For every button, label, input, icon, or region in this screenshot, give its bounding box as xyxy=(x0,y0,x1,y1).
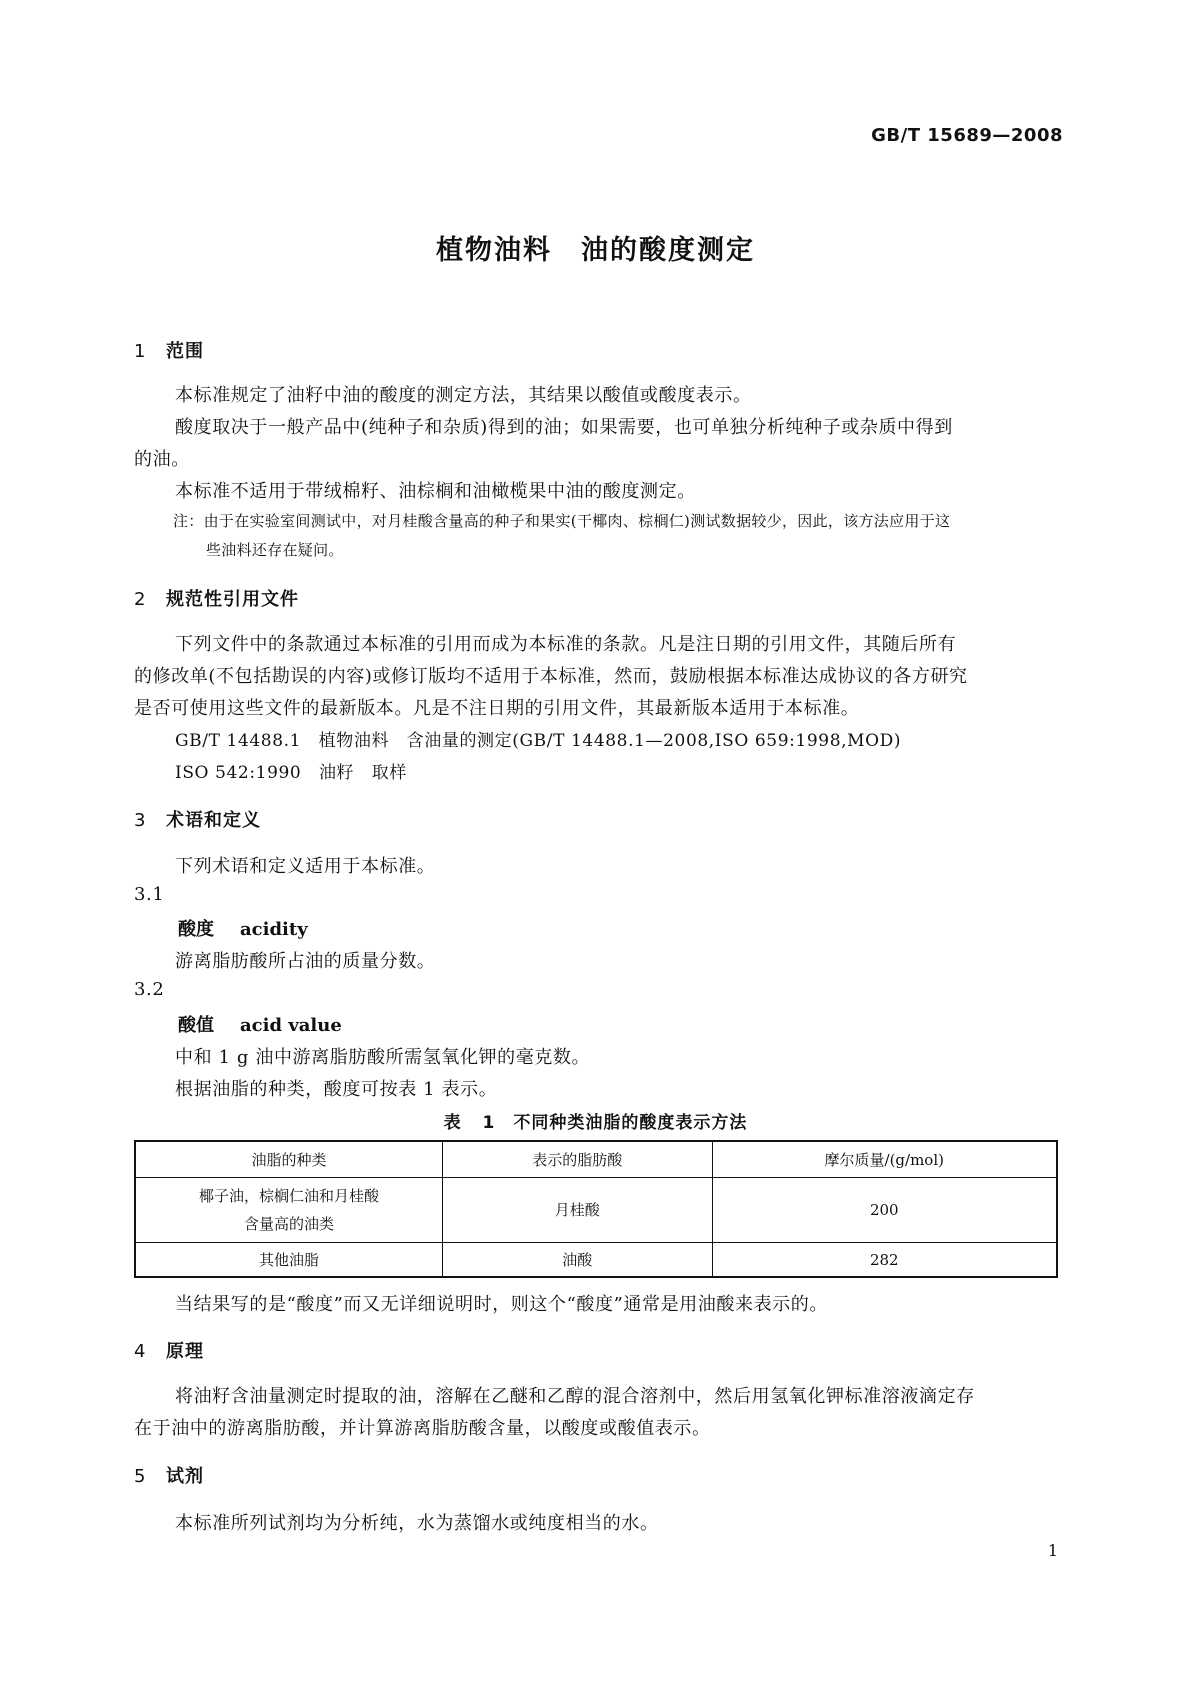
section-5-number: 5 xyxy=(134,1466,147,1487)
reference-1: GB/T 14488.1 植物油料 含油量的测定(GB/T 14488.1—2008,ISO 659:1998,MOD) xyxy=(175,731,902,751)
sec1-paragraph-2-line-1: 酸度取决于一般产品中(纯种子和杂质)得到的油；如果需要，也可单独分析纯种子或杂质中得到 xyxy=(175,417,953,438)
term-1-definition: 游离脂肪酸所占油的质量分数。 xyxy=(175,951,436,972)
cell-fatty-acid: 月桂酸 xyxy=(443,1178,713,1243)
header-oil-type: 油脂的种类 xyxy=(135,1141,443,1178)
term-1-english: acidity xyxy=(240,919,308,940)
term-2-heading xyxy=(178,1011,342,1037)
section-4-number: 4 xyxy=(134,1341,147,1362)
section-2-heading xyxy=(134,585,299,611)
sec1-paragraph-1: 本标准规定了油籽中油的酸度的测定方法，其结果以酸值或酸度表示。 xyxy=(175,385,752,406)
section-1-heading xyxy=(134,337,204,363)
sec1-paragraph-3: 本标准不适用于带绒棉籽、油棕榈和油橄榄果中油的酸度测定。 xyxy=(175,481,696,502)
sec4-paragraph-line-2: 在于油中的游离脂肪酸，并计算游离脂肪酸含量，以酸度或酸值表示。 xyxy=(134,1418,711,1439)
table-row xyxy=(135,1243,1057,1278)
term-1-chinese: 酸度 xyxy=(178,919,214,940)
cell-oil-type xyxy=(135,1178,443,1243)
header-molar-mass: 摩尔质量/(g/mol) xyxy=(712,1141,1057,1178)
term-2-number: 3.2 xyxy=(134,979,165,1000)
sec2-paragraph-line-2: 的修改单(不包括勘误的内容)或修订版均不适用于本标准，然而，鼓励根据本标准达成协议的各方研究 xyxy=(134,666,968,687)
section-3-title: 术语和定义 xyxy=(166,810,261,831)
cell-oil-type-line-1: 椰子油，棕榈仁油和月桂酸 xyxy=(198,1187,379,1205)
reference-2: ISO 542:1990 油籽 取样 xyxy=(175,763,407,783)
table-1-caption: 表 1 不同种类油脂的酸度表示方法 xyxy=(443,1113,748,1133)
sec2-paragraph-line-1: 下列文件中的条款通过本标准的引用而成为本标准的条款。凡是注日期的引用文件，其随后所有 xyxy=(175,634,957,655)
term-2-extra: 根据油脂的种类，酸度可按表 1 表示。 xyxy=(175,1079,498,1100)
sec1-note-line-2: 些油料还存在疑问。 xyxy=(206,541,344,559)
term-1-heading xyxy=(178,915,308,941)
sec1-note-line-1: 注：由于在实验室间测试中，对月桂酸含量高的种子和果实(干椰肉、棕榈仁)测试数据较少，因此，该方法应用于这 xyxy=(173,512,951,530)
cell-fatty-acid: 油酸 xyxy=(443,1243,713,1278)
header-fatty-acid: 表示的脂肪酸 xyxy=(443,1141,713,1178)
sec2-paragraph-line-3: 是否可使用这些文件的最新版本。凡是不注日期的引用文件，其最新版本适用于本标准。 xyxy=(134,698,860,719)
table-row xyxy=(135,1178,1057,1243)
cell-oil-type-line-2: 含量高的油类 xyxy=(243,1215,334,1233)
section-3-number: 3 xyxy=(134,810,147,831)
section-2-title: 规范性引用文件 xyxy=(166,589,299,610)
section-5-heading xyxy=(134,1462,204,1488)
term-2-chinese: 酸值 xyxy=(178,1015,214,1036)
term-2-english: acid value xyxy=(240,1015,342,1036)
table-1 xyxy=(134,1140,1058,1278)
section-5-title: 试剂 xyxy=(166,1466,204,1487)
sec5-paragraph: 本标准所列试剂均为分析纯，水为蒸馏水或纯度相当的水。 xyxy=(175,1513,659,1534)
table-header-row xyxy=(135,1141,1057,1178)
section-4-heading xyxy=(134,1337,204,1363)
sec1-paragraph-2-line-2: 的油。 xyxy=(134,449,190,470)
section-4-title: 原理 xyxy=(166,1341,204,1362)
cell-molar-mass: 200 xyxy=(712,1178,1057,1243)
table-1-followup: 当结果写的是“酸度”而又无详细说明时，则这个“酸度”通常是用油酸来表示的。 xyxy=(175,1294,829,1315)
document-title: 植物油料 油的酸度测定 xyxy=(436,235,755,266)
sec3-intro: 下列术语和定义适用于本标准。 xyxy=(175,856,436,877)
term-1-number: 3.1 xyxy=(134,884,165,905)
section-3-heading xyxy=(134,806,261,832)
sec4-paragraph-line-1: 将油籽含油量测定时提取的油，溶解在乙醚和乙醇的混合溶剂中，然后用氢氧化钾标准溶液滴定存 xyxy=(175,1386,975,1407)
cell-oil-type: 其他油脂 xyxy=(135,1243,443,1278)
section-1-title: 范围 xyxy=(166,341,204,362)
cell-molar-mass: 282 xyxy=(712,1243,1057,1278)
section-1-number: 1 xyxy=(134,341,147,362)
section-2-number: 2 xyxy=(134,589,147,610)
page-number: 1 xyxy=(1047,1541,1058,1560)
term-2-definition: 中和 1 g 油中游离脂肪酸所需氢氧化钾的毫克数。 xyxy=(175,1047,591,1068)
standard-number: GB/T 15689—2008 xyxy=(871,125,1063,146)
